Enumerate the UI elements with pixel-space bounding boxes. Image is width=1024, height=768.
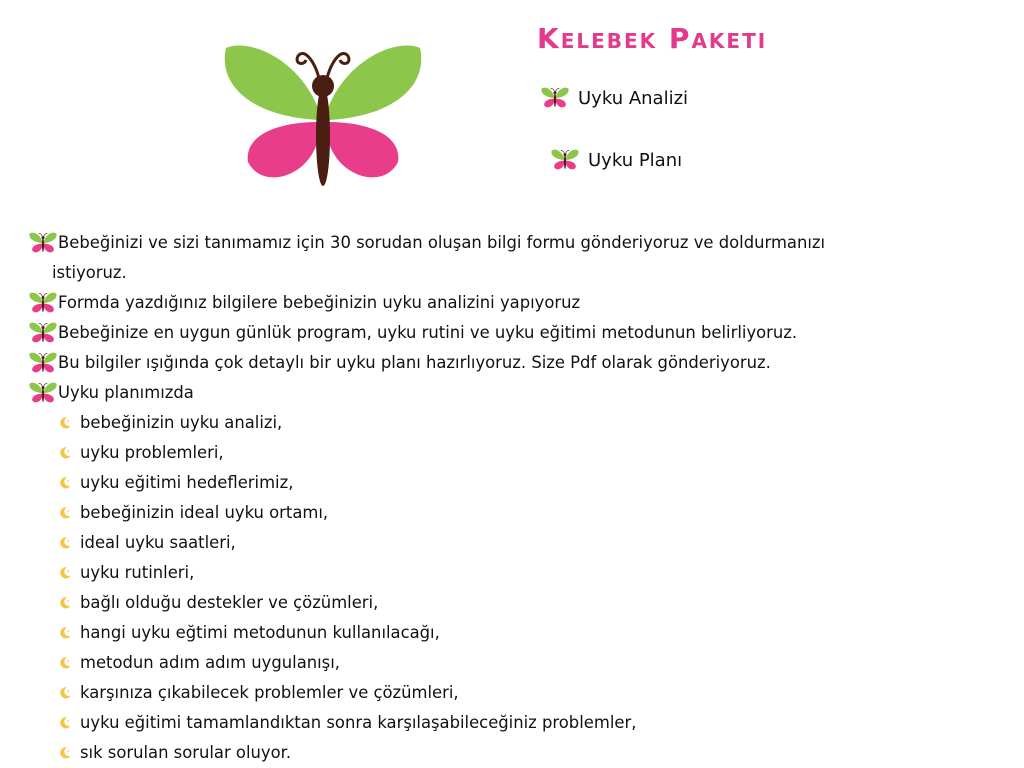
list-item-text: sık sorulan sorular oluyor. <box>80 743 292 762</box>
butterfly-icon <box>28 351 58 375</box>
butterfly-icon <box>28 231 58 255</box>
butterfly-icon <box>28 291 58 315</box>
crescent-moon-icon <box>58 416 72 430</box>
list-item <box>58 408 1008 438</box>
list-item <box>58 498 1008 528</box>
list-item <box>58 738 1008 768</box>
butterfly-icon <box>28 321 58 345</box>
crescent-moon-icon <box>58 626 72 640</box>
list-item-text: ideal uyku saatleri, <box>80 533 236 552</box>
subtitle-label: Uyku Planı <box>588 149 683 171</box>
list-item-text: metodun adım adım uygulanışı, <box>80 653 340 672</box>
plan-items-list <box>28 408 1008 768</box>
list-item <box>58 528 1008 558</box>
crescent-moon-icon <box>58 686 72 700</box>
subtitle-label: Uyku Analizi <box>578 87 689 109</box>
list-item <box>58 588 1008 618</box>
butterfly-icon <box>218 38 428 194</box>
list-item <box>58 468 1008 498</box>
list-item-text: bebeğinizin uyku analizi, <box>80 413 283 432</box>
crescent-moon-icon <box>58 716 72 730</box>
bullet-item <box>28 228 1008 258</box>
subtitle-uyku-plani <box>550 148 682 172</box>
list-item <box>58 618 1008 648</box>
bullet-item <box>28 288 1008 318</box>
bullet-continuation <box>28 258 1008 288</box>
crescent-moon-icon <box>58 476 72 490</box>
subtitle-uyku-analizi <box>540 86 688 110</box>
crescent-moon-icon <box>58 506 72 520</box>
butterfly-icon <box>550 148 580 172</box>
list-item <box>58 438 1008 468</box>
bullet-text: Formda yazdığınız bilgilere bebeğinizin uyku analizini yapıyoruz <box>58 293 581 312</box>
bullet-text: istiyoruz. <box>52 263 127 282</box>
bullet-text: Bu bilgiler ışığında çok detaylı bir uyku planı hazırlıyoruz. Size Pdf olarak gönderiyoruz. <box>58 353 771 372</box>
bullet-text: Bebeğinize en uygun günlük program, uyku rutini ve uyku eğitimi metodunun belirliyoruz. <box>58 323 798 342</box>
list-item <box>58 678 1008 708</box>
bullet-item <box>28 318 1008 348</box>
list-item-text: bağlı olduğu destekler ve çözümleri, <box>80 593 379 612</box>
content-body <box>28 228 1008 768</box>
list-item-text: hangi uyku eğtimi metodunun kullanılacağı, <box>80 623 440 642</box>
list-item-text: uyku rutinleri, <box>80 563 195 582</box>
crescent-moon-icon <box>58 536 72 550</box>
list-item <box>58 558 1008 588</box>
list-item-text: bebeğinizin ideal uyku ortamı, <box>80 503 329 522</box>
list-item-text: uyku eğitimi tamamlandıktan sonra karşılaşabileceğiniz problemler, <box>80 713 637 732</box>
bullet-item <box>28 348 1008 378</box>
crescent-moon-icon <box>58 446 72 460</box>
list-item-text: uyku problemleri, <box>80 443 224 462</box>
butterfly-icon <box>28 381 58 405</box>
crescent-moon-icon <box>58 746 72 760</box>
page-title: Kelebek Paketi <box>537 22 768 55</box>
bullet-item <box>28 378 1008 408</box>
butterfly-icon <box>540 86 570 110</box>
list-item-text: karşınıza çıkabilecek problemler ve çözümleri, <box>80 683 459 702</box>
list-item <box>58 648 1008 678</box>
bullet-text: Uyku planımızda <box>58 383 194 402</box>
list-item <box>58 708 1008 738</box>
list-item-text: uyku eğitimi hedeflerimiz, <box>80 473 294 492</box>
crescent-moon-icon <box>58 566 72 580</box>
bullet-text: Bebeğinizi ve sizi tanımamız için 30 sorudan oluşan bilgi formu gönderiyoruz ve doldurmanızı <box>58 233 826 252</box>
crescent-moon-icon <box>58 596 72 610</box>
crescent-moon-icon <box>58 656 72 670</box>
